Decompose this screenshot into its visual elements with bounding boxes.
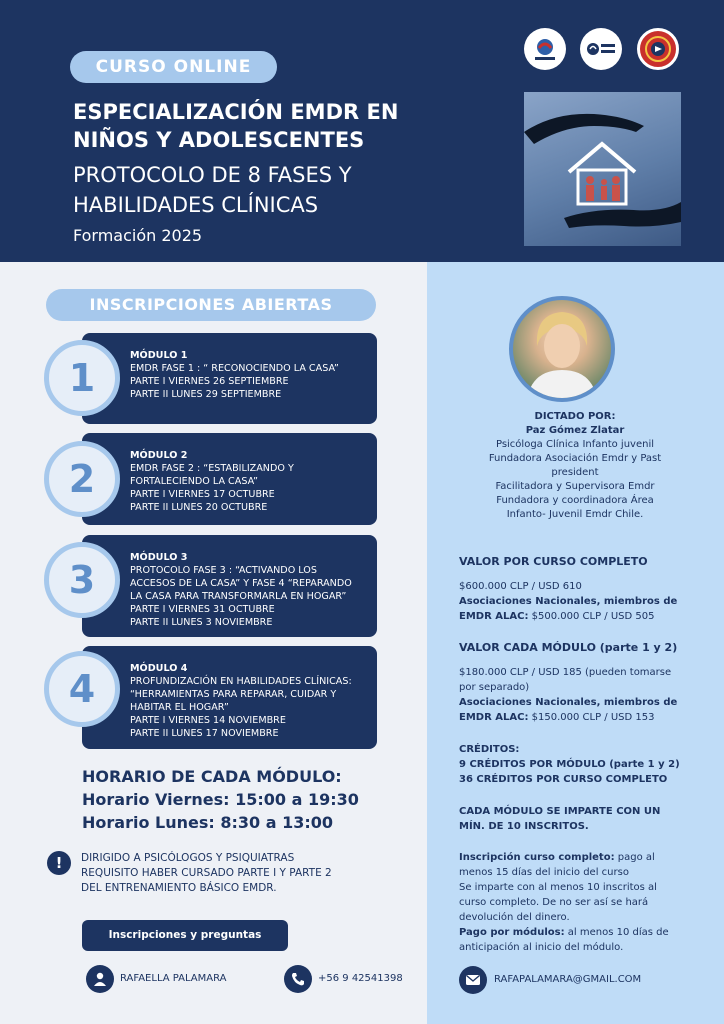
course-title-bold bbox=[73, 98, 473, 154]
module-card-2 bbox=[82, 433, 377, 525]
emdr-logo-icon bbox=[530, 34, 560, 64]
institution-seal-logo bbox=[637, 28, 679, 70]
credits-line-2: 36 CRÉDITOS POR CURSO COMPLETO bbox=[459, 774, 668, 785]
credits-section bbox=[459, 742, 699, 787]
module-number-3: 3 bbox=[44, 542, 120, 618]
module-line: PROFUNDIZACIÓN EN HABILIDADES CLÍNICAS: bbox=[130, 676, 352, 687]
conditions-full-text-1: pago al bbox=[614, 852, 655, 863]
conditions-full-text-3: Se imparte con al menos 10 inscritos al bbox=[459, 882, 657, 893]
schedule-title: HORARIO DE CADA MÓDULO: bbox=[82, 767, 342, 786]
module-line: LA CASA PARA TRANSFORMARLA EN HOGAR” bbox=[130, 591, 347, 602]
person-icon bbox=[86, 965, 114, 993]
instructor-line: Facilitadora y Supervisora Emdr bbox=[495, 481, 655, 492]
module-line: EMDR FASE 2 : “ESTABILIZANDO Y bbox=[130, 463, 294, 474]
contact-phone[interactable]: +56 9 42541398 bbox=[318, 973, 403, 984]
conditions-full-text-4: curso completo. De no ser así se hará bbox=[459, 897, 649, 908]
seal-icon bbox=[643, 34, 673, 64]
subtitle-line-1: PROTOCOLO DE 8 FASES Y bbox=[73, 163, 352, 187]
price-module-value: $180.000 CLP / USD 185 (pueden tomarse bbox=[459, 667, 672, 678]
credits-title: CRÉDITOS: bbox=[459, 744, 520, 755]
module-number-4: 4 bbox=[44, 651, 120, 727]
module-title: MÓDULO 1 bbox=[130, 350, 188, 361]
title-bold-line-2: NIÑOS Y ADOLESCENTES bbox=[73, 128, 365, 152]
module-line: EMDR FASE 1 : “ RECONOCIENDO LA CASA” bbox=[130, 363, 339, 374]
conditions-full-text-2: menos 15 días del inicio del curso bbox=[459, 867, 629, 878]
price-module-assoc-label-2: EMDR ALAC: bbox=[459, 712, 529, 723]
module-line: PARTE I VIERNES 31 OCTUBRE bbox=[130, 604, 275, 615]
emdr-chile-logo-2 bbox=[580, 28, 622, 70]
module-line: PARTE I VIERNES 14 NOVIEMBRE bbox=[130, 715, 286, 726]
instructor-name: Paz Gómez Zlatar bbox=[525, 425, 625, 436]
module-title: MÓDULO 3 bbox=[130, 552, 188, 563]
schedule-monday: Horario Lunes: 8:30 a 13:00 bbox=[82, 813, 333, 832]
instructor-line: Infanto- Juvenil Emdr Chile. bbox=[506, 509, 644, 520]
price-full-assoc-label: Asociaciones Nacionales, miembros de bbox=[459, 596, 678, 607]
conditions-mod-label: Pago por módulos: bbox=[459, 927, 565, 938]
dictado-label: DICTADO POR: bbox=[534, 411, 616, 422]
module-number-2: 2 bbox=[44, 441, 120, 517]
module-line: PARTE I VIERNES 17 OCTUBRE bbox=[130, 489, 275, 500]
emdr-logo-2-icon bbox=[585, 39, 617, 59]
module-title: MÓDULO 4 bbox=[130, 663, 188, 674]
module-line: PARTE II LUNES 17 NOVIEMBRE bbox=[130, 728, 279, 739]
module-number-1: 1 bbox=[44, 340, 120, 416]
conditions-mod-text-2: anticipación al inicio del módulo. bbox=[459, 942, 624, 953]
price-module-section bbox=[459, 640, 699, 725]
schedule-friday: Horario Viernes: 15:00 a 19:30 bbox=[82, 790, 359, 809]
hands-house-icon bbox=[524, 92, 681, 246]
inscripciones-button[interactable]: Inscripciones y preguntas bbox=[82, 920, 288, 951]
module-line: PARTE I VIERNES 26 SEPTIEMBRE bbox=[130, 376, 289, 387]
instructor-line: president bbox=[551, 467, 599, 478]
audience-line-2: REQUISITO HABER CURSADO PARTE I Y PARTE 2 bbox=[81, 867, 332, 879]
module-line: PROTOCOLO FASE 3 : “ACTIVANDO LOS bbox=[130, 565, 317, 576]
phone-icon bbox=[284, 965, 312, 993]
module-card-3 bbox=[82, 535, 377, 637]
formation-year: Formación 2025 bbox=[73, 226, 203, 245]
price-full-assoc-label-2: EMDR ALAC: bbox=[459, 611, 529, 622]
conditions-full-label: Inscripción curso completo: bbox=[459, 852, 615, 863]
price-full-value: $600.000 CLP / USD 610 bbox=[459, 581, 582, 592]
email-icon bbox=[459, 966, 487, 994]
target-audience-note bbox=[81, 851, 381, 896]
credits-line-1: 9 CRÉDITOS POR MÓDULO (parte 1 y 2) bbox=[459, 759, 680, 770]
instructor-info bbox=[437, 410, 713, 522]
inscripciones-abiertas-pill: INSCRIPCIONES ABIERTAS bbox=[46, 289, 376, 321]
contact-name: RAFAELLA PALAMARA bbox=[120, 973, 227, 984]
phone-icon-svg bbox=[290, 971, 306, 987]
price-full-assoc-value: $500.000 CLP / USD 505 bbox=[528, 611, 655, 622]
module-line: HABITAR EL HOGAR” bbox=[130, 702, 229, 713]
conditions-mod-text-1: al menos 10 días de bbox=[564, 927, 669, 938]
minimum-section bbox=[459, 804, 699, 834]
module-card-1 bbox=[82, 333, 377, 424]
subtitle-line-2: HABILIDADES CLÍNICAS bbox=[73, 193, 319, 217]
instructor-line: Fundadora y coordinadora Área bbox=[496, 495, 654, 506]
audience-line-1: DIRIGIDO A PSICÓLOGOS Y PSIQUIATRAS bbox=[81, 852, 295, 864]
email-icon-svg bbox=[465, 974, 481, 986]
schedule-block bbox=[82, 766, 359, 834]
price-module-assoc-label: Asociaciones Nacionales, miembros de bbox=[459, 697, 678, 708]
hands-house-illustration bbox=[524, 92, 681, 246]
title-bold-line-1: ESPECIALIZACIÓN EMDR EN bbox=[73, 100, 399, 124]
emdr-chile-logo bbox=[524, 28, 566, 70]
price-module-title: VALOR CADA MÓDULO (parte 1 y 2) bbox=[459, 641, 678, 654]
price-module-value-2: por separado) bbox=[459, 682, 530, 693]
module-line: ACCESOS DE LA CASA” Y FASE 4 “REPARANDO bbox=[130, 578, 352, 589]
instructor-line: Fundadora Asociación Emdr y Past bbox=[488, 453, 662, 464]
module-line: PARTE II LUNES 29 SEPTIEMBRE bbox=[130, 389, 282, 400]
module-line: FORTALECIENDO LA CASA” bbox=[130, 476, 258, 487]
person-icon-svg bbox=[92, 971, 108, 987]
price-full-section bbox=[459, 554, 699, 624]
portrait-icon bbox=[513, 300, 611, 398]
price-full-title: VALOR POR CURSO COMPLETO bbox=[459, 555, 648, 568]
instructor-photo bbox=[509, 296, 615, 402]
module-line: “HERRAMIENTAS PARA REPARAR, CUIDAR Y bbox=[130, 689, 337, 700]
contact-email[interactable]: RAFAPALAMARA@GMAIL.COM bbox=[494, 974, 642, 985]
conditions-full-text-5: devolución del dinero. bbox=[459, 912, 570, 923]
minimum-line-1: CADA MÓDULO SE IMPARTE CON UN bbox=[459, 806, 661, 817]
price-module-assoc-value: $150.000 CLP / USD 153 bbox=[528, 712, 655, 723]
instructor-line: Psicóloga Clínica Infanto juvenil bbox=[495, 439, 655, 450]
minimum-line-2: MÍN. DE 10 INSCRITOS. bbox=[459, 821, 589, 832]
module-line: PARTE II LUNES 20 OCTUBRE bbox=[130, 502, 268, 513]
audience-line-3: DEL ENTRENAMIENTO BÁSICO EMDR. bbox=[81, 882, 277, 894]
module-card-4 bbox=[82, 646, 377, 749]
module-line: PARTE II LUNES 3 NOVIEMBRE bbox=[130, 617, 273, 628]
conditions-section bbox=[459, 850, 699, 955]
course-subtitle bbox=[73, 160, 473, 220]
module-title: MÓDULO 2 bbox=[130, 450, 188, 461]
course-online-badge: CURSO ONLINE bbox=[70, 51, 277, 83]
exclamation-icon: ! bbox=[47, 851, 71, 875]
